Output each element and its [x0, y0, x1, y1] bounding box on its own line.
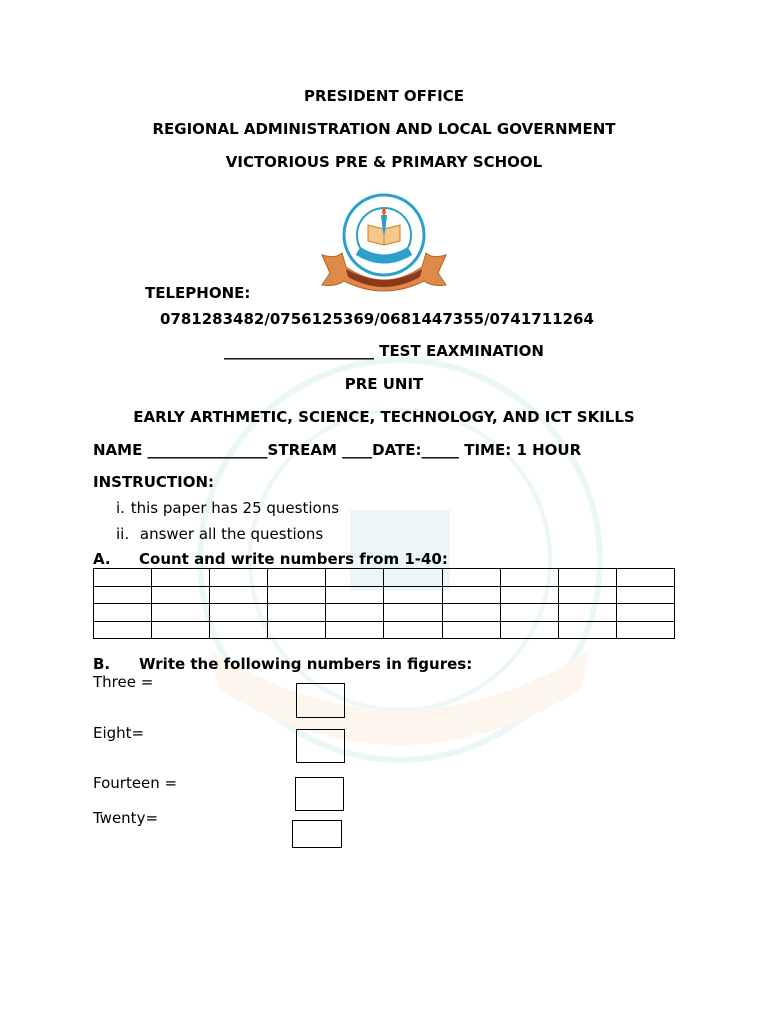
grid-cell[interactable] [94, 586, 152, 604]
answer-box-eight[interactable] [296, 729, 345, 763]
instruction-text: this paper has 25 questions [130, 499, 340, 517]
school-crest-icon [316, 193, 452, 295]
grid-cell[interactable] [500, 586, 558, 604]
grid-cell[interactable] [268, 569, 326, 587]
grid-cell[interactable] [558, 586, 616, 604]
section-b-letter: B. [93, 655, 111, 673]
section-a-letter: A. [93, 550, 111, 568]
grid-cell[interactable] [326, 604, 384, 622]
grid-cell[interactable] [326, 569, 384, 587]
grid-cell[interactable] [94, 604, 152, 622]
telephone-numbers: 0781283482/0756125369/0681447355/0741711264 [160, 310, 594, 328]
exam-title: ____________________ TEST EAXMINATION [223, 342, 544, 360]
answer-box-three[interactable] [296, 683, 345, 718]
grid-cell[interactable] [210, 604, 268, 622]
grid-cell[interactable] [616, 604, 674, 622]
grid-row [94, 604, 675, 622]
header-school-name: VICTORIOUS PRE & PRIMARY SCHOOL [225, 153, 543, 171]
grid-cell[interactable] [442, 569, 500, 587]
header-president-office: PRESIDENT OFFICE [304, 87, 464, 105]
grid-cell[interactable] [558, 621, 616, 639]
grid-cell[interactable] [326, 621, 384, 639]
answer-box-fourteen[interactable] [295, 777, 344, 811]
student-details-line: NAME ________________STREAM ____DATE:_____ TIME: 1 HOUR [93, 441, 582, 459]
number-writing-grid [93, 568, 675, 639]
instruction-item-2 [116, 525, 323, 543]
grid-cell[interactable] [442, 604, 500, 622]
grid-cell[interactable] [384, 569, 442, 587]
grid-row [94, 621, 675, 639]
grid-cell[interactable] [384, 604, 442, 622]
grid-cell[interactable] [616, 586, 674, 604]
grid-row [94, 569, 675, 587]
grid-cell[interactable] [384, 621, 442, 639]
header-regional-admin: REGIONAL ADMINISTRATION AND LOCAL GOVERNMENT [152, 120, 616, 138]
answer-box-twenty[interactable] [292, 820, 342, 848]
grid-cell[interactable] [210, 586, 268, 604]
exam-subject: EARLY ARTHMETIC, SCIENCE, TECHNOLOGY, AND ICT SKILLS [133, 408, 635, 426]
instruction-text: answer all the questions [139, 525, 324, 543]
grid-cell[interactable] [152, 604, 210, 622]
grid-cell[interactable] [210, 621, 268, 639]
item-label-fourteen: Fourteen = [93, 774, 178, 792]
grid-cell[interactable] [326, 586, 384, 604]
section-a-title: Count and write numbers from 1-40: [139, 550, 448, 568]
grid-cell[interactable] [500, 569, 558, 587]
telephone-label: TELEPHONE: [145, 284, 251, 302]
item-label-eight: Eight= [93, 724, 145, 742]
instruction-marker: i. [116, 499, 125, 517]
grid-cell[interactable] [384, 586, 442, 604]
grid-cell[interactable] [94, 569, 152, 587]
grid-cell[interactable] [442, 586, 500, 604]
grid-cell[interactable] [442, 621, 500, 639]
exam-level: PRE UNIT [344, 375, 424, 393]
grid-cell[interactable] [152, 586, 210, 604]
item-label-three: Three = [93, 673, 154, 691]
grid-cell[interactable] [616, 621, 674, 639]
section-b-title: Write the following numbers in figures: [139, 655, 473, 673]
grid-cell[interactable] [268, 621, 326, 639]
grid-cell[interactable] [210, 569, 268, 587]
grid-row [94, 586, 675, 604]
grid-cell[interactable] [500, 604, 558, 622]
grid-cell[interactable] [94, 621, 152, 639]
grid-cell[interactable] [152, 569, 210, 587]
grid-cell[interactable] [500, 621, 558, 639]
instruction-item-1 [116, 499, 339, 517]
grid-cell[interactable] [268, 586, 326, 604]
grid-cell[interactable] [558, 604, 616, 622]
grid-cell[interactable] [152, 621, 210, 639]
instruction-marker: ii. [116, 525, 130, 543]
grid-cell[interactable] [268, 604, 326, 622]
grid-cell[interactable] [616, 569, 674, 587]
instruction-heading: INSTRUCTION: [93, 473, 215, 491]
item-label-twenty: Twenty= [93, 809, 159, 827]
grid-cell[interactable] [558, 569, 616, 587]
